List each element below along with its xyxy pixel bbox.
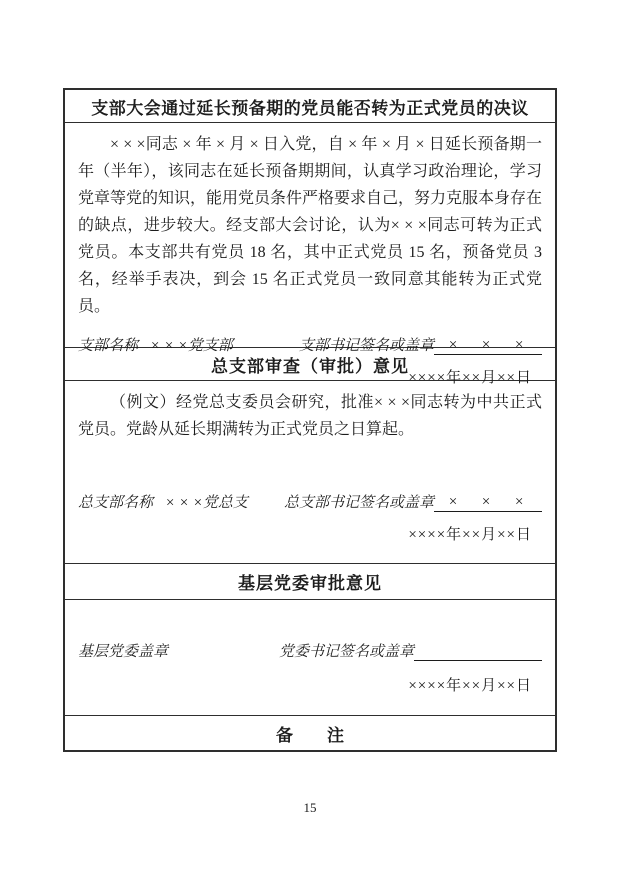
branch-name-value: × × ×党支部 xyxy=(150,338,233,354)
general-branch-secretary-signature-value: × × × xyxy=(447,494,529,510)
committee-seal-label: 基层党委盖章 xyxy=(78,644,169,660)
committee-secretary-signature-line xyxy=(414,660,542,661)
general-branch-name-label: 总支部名称 xyxy=(78,495,154,511)
branch-date: ××××年××月××日 xyxy=(408,370,532,386)
committee-secretary-sign-label: 党委书记签名或盖章 xyxy=(278,644,414,660)
branch-secretary-sign-label: 支部书记签名或盖章 xyxy=(298,338,434,354)
general-branch-name-value: × × ×党总支 xyxy=(165,495,248,511)
general-branch-secretary-sign-label: 总支部书记签名或盖章 xyxy=(283,495,434,511)
general-branch-header: 总支部审查（审批）意见 xyxy=(211,356,409,376)
committee-header-row xyxy=(65,564,555,600)
form-title: 支部大会通过延长预备期的党员能否转为正式党员的决议 xyxy=(91,98,529,118)
general-branch-section xyxy=(65,381,555,564)
committee-secretary-sign-group xyxy=(279,640,542,661)
page-number: 15 xyxy=(303,800,317,815)
committee-date: ××××年××月××日 xyxy=(408,678,532,694)
general-branch-secretary-sign-group xyxy=(284,491,542,512)
resolution-form-table xyxy=(63,88,557,752)
committee-header: 基层党委审批意见 xyxy=(238,574,382,593)
branch-secretary-signature-line xyxy=(434,336,542,355)
general-branch-date: ××××年××月××日 xyxy=(408,527,532,543)
branch-name-label: 支部名称 xyxy=(78,338,139,354)
branch-secretary-signature-value: × × × xyxy=(447,337,529,353)
notes-header: 备 注 xyxy=(276,725,344,745)
general-branch-signature-row xyxy=(78,491,542,512)
committee-section xyxy=(65,600,555,716)
branch-resolution-text: × × ×同志 × 年 × 月 × 日入党，自 × 年 × 月 × 日延长预备期一年（半年），该同志在延长预备期期间，认真学习政治理论，学习党章等党的知识，能用党员条件严格要求自己，努力克服本身存在的缺点，进步较大。经支部大会讨论，认为× × ×同志可转为正式党员。本支部共有党员 18 名，其中正式党员 15 名，预备党员 3 名，经举手表决，到会 15 名正式党员一致同意其能转为正式党员。 xyxy=(78,136,543,315)
form-title-row xyxy=(65,90,555,123)
general-branch-text: （例文）经党总支委员会研究，批准× × ×同志转为中共正式党员。党龄从延长期满转为正式党员之日算起。 xyxy=(78,394,542,438)
general-branch-secretary-signature-line xyxy=(434,493,542,512)
committee-signature-row xyxy=(78,640,542,661)
notes-header-row xyxy=(65,716,555,750)
